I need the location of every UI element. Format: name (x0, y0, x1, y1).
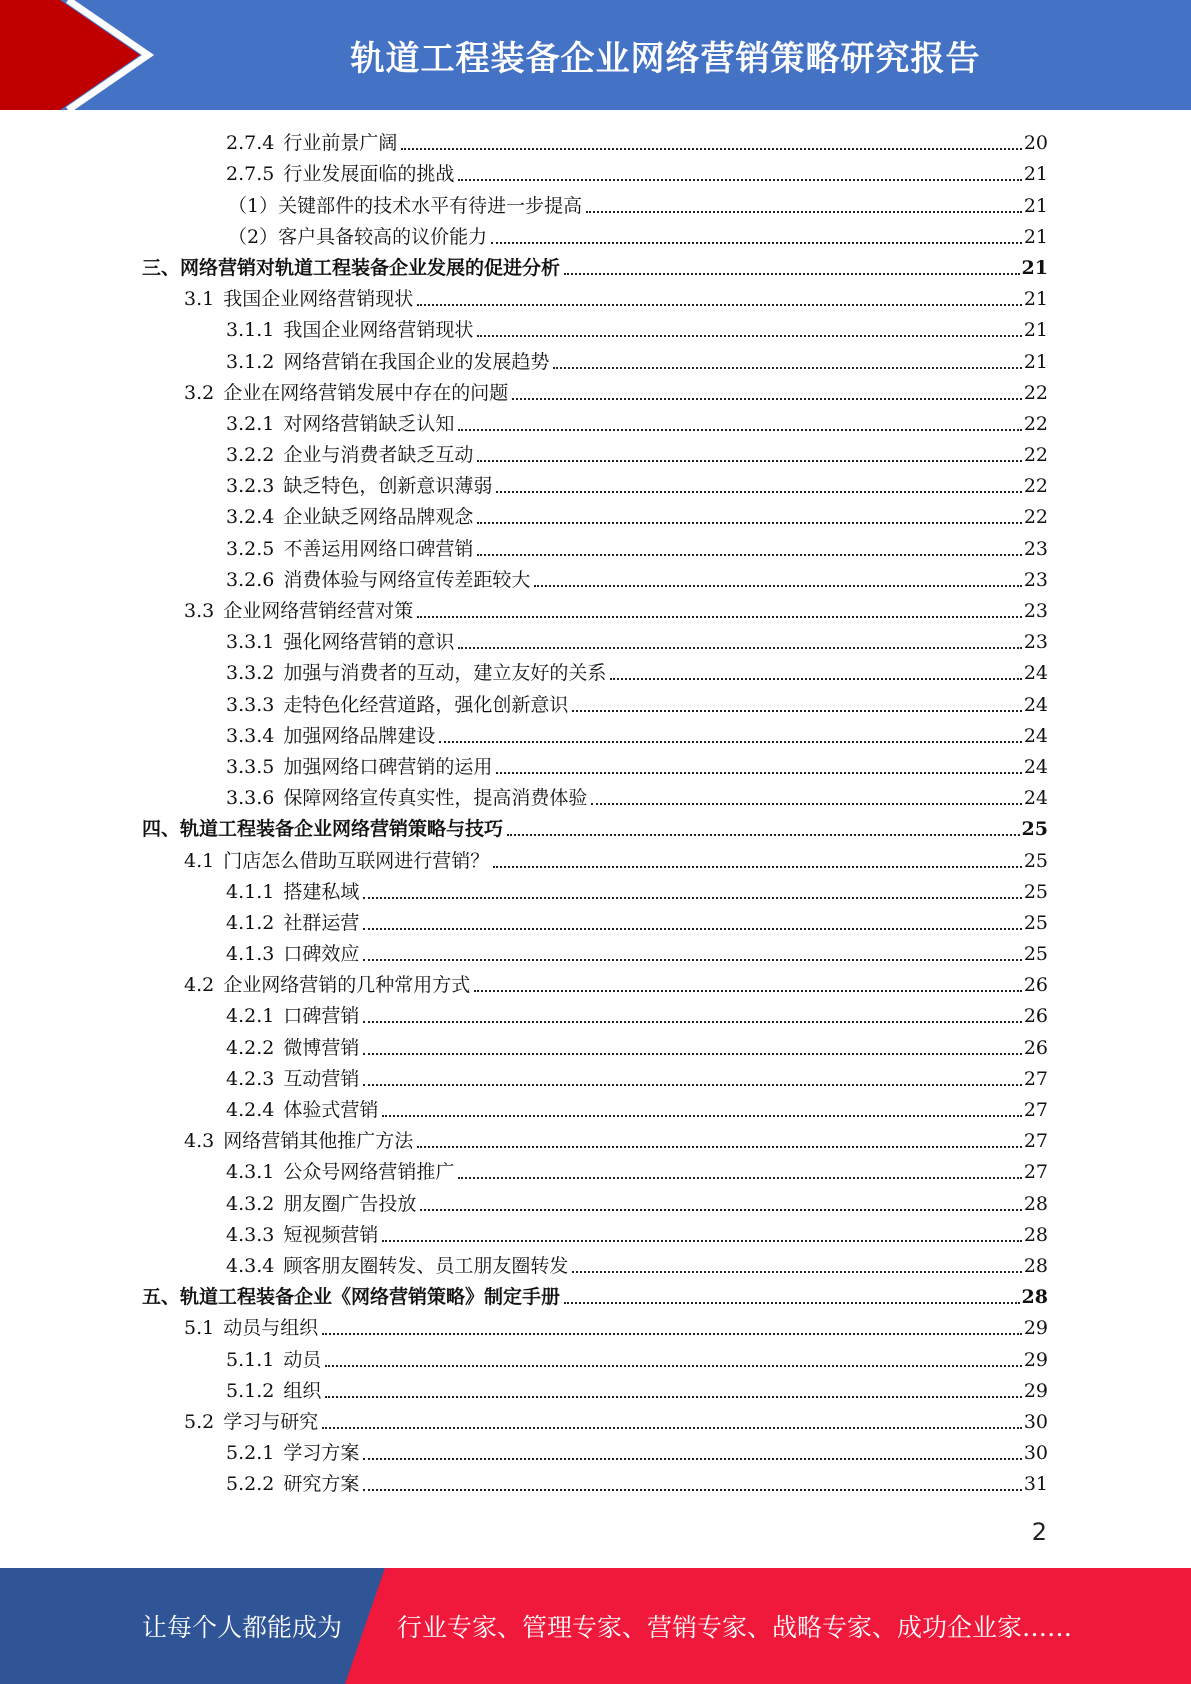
page-header (0, 0, 1191, 110)
toc-dot-leader (417, 616, 1022, 618)
toc-entry-title: 互动营销 (283, 1067, 360, 1090)
toc-dot-leader (477, 335, 1021, 337)
toc-entry[interactable] (142, 189, 1048, 220)
toc-dot-leader (477, 554, 1021, 556)
toc-entry[interactable] (142, 1000, 1048, 1031)
toc-entry-number: 3.3.6 (226, 787, 275, 810)
toc-entry-title: 企业与消费者缺乏互动 (283, 444, 474, 467)
toc-dot-leader (477, 460, 1021, 462)
toc-entry-title: 走特色化经营道路，强化创新意识 (283, 693, 569, 716)
toc-entry-number: 3.3.3 (226, 693, 275, 716)
toc-dot-leader (572, 1271, 1021, 1273)
toc-dot-leader (534, 585, 1021, 587)
toc-entry-page: 20 (1023, 132, 1048, 155)
toc-entry-title: 消费体验与网络宣传差距较大 (283, 568, 531, 591)
toc-entry[interactable] (142, 1406, 1048, 1437)
toc-entry[interactable] (142, 907, 1048, 938)
toc-entry-page: 25 (1023, 943, 1048, 966)
toc-entry-number: 4.1 (184, 849, 215, 872)
toc-entry[interactable] (142, 1031, 1048, 1062)
toc-entry-title: 公众号网络营销推广 (283, 1161, 455, 1184)
toc-entry[interactable] (142, 844, 1048, 875)
toc-entry-page: 22 (1023, 381, 1048, 404)
toc-entry-number: 3.3.2 (226, 662, 275, 685)
toc-entry-page: 26 (1023, 1005, 1048, 1028)
toc-entry[interactable] (142, 1094, 1048, 1125)
toc-dot-leader (496, 772, 1021, 774)
toc-entry[interactable] (142, 314, 1048, 345)
toc-entry[interactable] (142, 1312, 1048, 1343)
toc-entry-number: 4.2.1 (226, 1005, 275, 1028)
toc-entry-number: 3.3.1 (226, 631, 275, 654)
toc-entry[interactable] (142, 439, 1048, 470)
toc-dot-leader (382, 1240, 1021, 1242)
toc-dot-leader (363, 1053, 1021, 1055)
toc-entry-page: 30 (1023, 1442, 1048, 1465)
toc-entry-number: 3.3 (184, 600, 215, 622)
toc-dot-leader (610, 678, 1021, 680)
toc-entry-title: 搭建私域 (283, 880, 360, 903)
toc-entry-page: 23 (1023, 600, 1048, 622)
toc-entry[interactable] (142, 1375, 1048, 1406)
toc-entry-number: 4.3 (184, 1130, 215, 1153)
toc-entry-page: 22 (1023, 412, 1048, 435)
toc-entry-title: 企业网络营销经营对策 (223, 600, 414, 622)
toc-entry-title: 门店怎么借助互联网进行营销？ (223, 849, 490, 872)
toc-entry-title: 行业发展面临的挑战 (283, 163, 455, 186)
toc-entry-title: 缺乏特色，创新意识薄弱 (283, 475, 493, 498)
header-chevron-icon (0, 0, 160, 110)
toc-entry[interactable] (142, 782, 1048, 813)
toc-entry[interactable] (142, 938, 1048, 969)
toc-entry[interactable] (142, 1125, 1048, 1156)
toc-entry-page: 25 (1021, 818, 1048, 841)
toc-entry[interactable] (142, 470, 1048, 501)
toc-entry-page: 26 (1023, 1036, 1048, 1059)
toc-entry-page: 23 (1023, 568, 1048, 591)
toc-dot-leader (458, 179, 1021, 181)
toc-entry-page: 25 (1023, 849, 1048, 872)
toc-entry-title: 企业网络营销的几种常用方式 (223, 974, 471, 997)
toc-entry-title: 四、轨道工程装备企业网络营销策略与技巧 (142, 818, 504, 841)
toc-dot-leader (363, 897, 1021, 899)
toc-dot-leader (363, 1458, 1021, 1460)
toc-entry-title: 顾客朋友圈转发、员工朋友圈转发 (283, 1254, 569, 1277)
toc-entry-title: 保障网络宣传真实性，提高消费体验 (283, 787, 588, 810)
toc-entry-number: 4.2.4 (226, 1099, 275, 1121)
toc-dot-leader (382, 1115, 1021, 1117)
toc-entry-number: 5.2.2 (226, 1473, 275, 1496)
toc-dot-leader (572, 710, 1021, 712)
toc-entry-page: 29 (1023, 1379, 1048, 1402)
toc-entry-title: 组织 (283, 1379, 322, 1402)
toc-entry-number: 3.2.6 (226, 568, 275, 591)
toc-entry-number: 3.1.2 (226, 350, 275, 373)
toc-entry-number: 3.3.5 (226, 755, 275, 778)
toc-entry-page: 23 (1023, 537, 1048, 560)
toc-entry-page: 24 (1023, 662, 1048, 685)
toc-entry-page: 27 (1023, 1130, 1048, 1153)
toc-dot-leader (586, 211, 1022, 213)
toc-entry-number: 3.2.3 (226, 475, 275, 498)
toc-entry[interactable] (142, 1343, 1048, 1374)
toc-entry-title: 企业在网络营销发展中存在的问题 (223, 381, 509, 404)
toc-entry-number: 3.2.5 (226, 537, 275, 560)
toc-dot-leader (322, 1427, 1022, 1429)
toc-entry[interactable] (142, 127, 1048, 158)
toc-entry-title: 社群运营 (283, 911, 360, 934)
toc-entry-title: 对网络营销缺乏认知 (283, 412, 455, 435)
toc-entry-number: 4.2.2 (226, 1036, 275, 1059)
toc-entry[interactable] (142, 564, 1048, 595)
toc-dot-leader (363, 1084, 1021, 1086)
toc-entry-page: 21 (1023, 319, 1048, 342)
toc-entry-title: 我国企业网络营销现状 (283, 319, 474, 342)
toc-entry-number: 5.2.1 (226, 1442, 275, 1465)
toc-entry[interactable] (142, 1063, 1048, 1094)
toc-entry-number: 5.1 (184, 1317, 215, 1340)
toc-entry-page: 25 (1023, 911, 1048, 934)
toc-entry-page: 25 (1023, 880, 1048, 903)
toc-entry-page: 21 (1023, 350, 1048, 373)
toc-entry[interactable] (142, 1187, 1048, 1218)
toc-entry-title: 短视频营销 (283, 1223, 379, 1246)
toc-entry-page: 29 (1023, 1317, 1048, 1340)
toc-entry[interactable] (142, 1156, 1048, 1187)
toc-entry-title: 微博营销 (283, 1036, 360, 1059)
toc-entry-page: 22 (1023, 506, 1048, 529)
toc-entry-title: 五、轨道工程装备企业《网络营销策略》制定手册 (142, 1286, 561, 1309)
toc-entry[interactable] (142, 252, 1048, 283)
toc-dot-leader (496, 491, 1021, 493)
toc-entry-title: （2）客户具备较高的议价能力 (228, 225, 488, 248)
toc-entry-title: 加强网络口碑营销的运用 (283, 755, 493, 778)
toc-entry-page: 30 (1023, 1410, 1048, 1433)
toc-entry[interactable] (142, 345, 1048, 376)
toc-entry-title: 三、网络营销对轨道工程装备企业发展的促进分析 (142, 256, 561, 279)
toc-entry-page: 27 (1023, 1161, 1048, 1184)
toc-entry-number: 2.7.4 (226, 132, 275, 155)
toc-entry-number: 3.1 (184, 288, 215, 311)
toc-dot-leader (553, 367, 1021, 369)
toc-entry-page: 28 (1023, 1254, 1048, 1277)
toc-entry[interactable] (142, 221, 1048, 252)
toc-entry-page: 24 (1023, 693, 1048, 716)
toc-dot-leader (439, 741, 1021, 743)
toc-entry-number: 5.1.2 (226, 1379, 275, 1402)
toc-entry-title: 加强与消费者的互动，建立友好的关系 (283, 662, 607, 685)
toc-entry-page: 29 (1023, 1348, 1048, 1371)
toc-entry-title: 网络营销在我国企业的发展趋势 (283, 350, 550, 373)
toc-dot-leader (491, 242, 1022, 244)
toc-entry-number: 3.2.1 (226, 412, 275, 435)
toc-entry-page: 21 (1023, 194, 1048, 217)
toc-entry-title: 强化网络营销的意识 (283, 631, 455, 654)
toc-entry-title: 不善运用网络口碑营销 (283, 537, 474, 560)
toc-entry-page: 31 (1023, 1473, 1048, 1496)
toc-entry[interactable] (142, 1250, 1048, 1281)
toc-dot-leader (507, 834, 1020, 836)
toc-entry-title: 研究方案 (283, 1473, 360, 1496)
toc-entry-page: 24 (1023, 755, 1048, 778)
toc-entry-number: 3.2.4 (226, 506, 275, 529)
toc-dot-leader (363, 959, 1021, 961)
toc-entry[interactable] (142, 626, 1048, 657)
page-number: 2 (1031, 1518, 1047, 1546)
toc-entry-number: 3.2 (184, 381, 215, 404)
toc-dot-leader (325, 1396, 1021, 1398)
toc-entry[interactable] (142, 1468, 1048, 1499)
toc-entry[interactable] (142, 876, 1048, 907)
toc-dot-leader (417, 1146, 1022, 1148)
toc-entry-number: 4.1.2 (226, 911, 275, 934)
toc-entry-page: 22 (1023, 444, 1048, 467)
toc-entry-number: 3.1.1 (226, 319, 275, 342)
toc-dot-leader (363, 1489, 1021, 1491)
toc-dot-leader (322, 1333, 1022, 1335)
toc-entry-page: 21 (1023, 225, 1048, 248)
toc-entry-number: 4.1.3 (226, 943, 275, 966)
toc-dot-leader (401, 148, 1021, 150)
toc-entry[interactable] (142, 283, 1048, 314)
toc-entry-page: 24 (1023, 787, 1048, 810)
toc-dot-leader (325, 1365, 1021, 1367)
toc-entry-page: 23 (1023, 631, 1048, 654)
toc-entry-title: 加强网络品牌建设 (283, 724, 436, 747)
toc-entry[interactable] (142, 657, 1048, 688)
toc-entry-number: 4.1.1 (226, 880, 275, 903)
toc-entry[interactable] (142, 595, 1048, 626)
toc-entry-page: 27 (1023, 1099, 1048, 1121)
toc-entry[interactable] (142, 158, 1048, 189)
toc-entry-title: 学习与研究 (223, 1410, 319, 1433)
footer-slogan-right: 行业专家、管理专家、营销专家、战略专家、成功企业家…… (397, 1613, 1073, 1642)
toc-dot-leader (458, 1177, 1021, 1179)
toc-entry-page: 26 (1023, 974, 1048, 997)
toc-entry[interactable] (142, 1437, 1048, 1468)
toc-entry-title: 网络营销其他推广方法 (223, 1130, 414, 1153)
toc-entry-number: 4.3.4 (226, 1254, 275, 1277)
toc-entry-number: 4.3.3 (226, 1223, 275, 1246)
toc-entry-title: 体验式营销 (283, 1099, 379, 1121)
toc-entry-title: 我国企业网络营销现状 (223, 288, 414, 311)
toc-entry-title: （1）关键部件的技术水平有待进一步提高 (228, 194, 583, 217)
toc-entry-title: 口碑效应 (283, 943, 360, 966)
toc-entry-number: 4.2 (184, 974, 215, 997)
toc-entry-title: 朋友圈广告投放 (283, 1192, 417, 1215)
toc-dot-leader (512, 398, 1022, 400)
toc-entry[interactable] (142, 532, 1048, 563)
toc-dot-leader (420, 1209, 1021, 1211)
toc-entry-page: 21 (1021, 256, 1048, 279)
toc-dot-leader (474, 990, 1022, 992)
toc-dot-leader (417, 304, 1022, 306)
toc-entry-page: 21 (1023, 288, 1048, 311)
toc-dot-leader (458, 429, 1021, 431)
toc-entry[interactable] (142, 501, 1048, 532)
toc-entry-number: 5.2 (184, 1410, 215, 1433)
toc-entry-page: 27 (1023, 1067, 1048, 1090)
toc-dot-leader (493, 866, 1022, 868)
toc-dot-leader (564, 1302, 1020, 1304)
toc-entry-number: 4.3.2 (226, 1192, 275, 1215)
document-title: 轨道工程装备企业网络营销策略研究报告 (350, 38, 981, 79)
toc-entry-title: 行业前景广阔 (283, 132, 398, 155)
toc-entry-title: 动员 (283, 1348, 322, 1371)
toc-entry-number: 4.3.1 (226, 1161, 275, 1184)
toc-entry-page: 28 (1023, 1192, 1048, 1215)
toc-dot-leader (458, 647, 1021, 649)
toc-entry-page: 28 (1023, 1223, 1048, 1246)
toc-entry-page: 22 (1023, 475, 1048, 498)
toc-entry[interactable] (142, 408, 1048, 439)
toc-entry-page: 24 (1023, 724, 1048, 747)
toc-entry-number: 3.3.4 (226, 724, 275, 747)
page-footer (0, 1568, 1191, 1684)
toc-entry[interactable] (142, 751, 1048, 782)
toc-entry-number: 5.1.1 (226, 1348, 275, 1371)
toc-entry-number: 2.7.5 (226, 163, 275, 186)
toc-entry-page: 21 (1023, 163, 1048, 186)
toc-entry-number: 3.2.2 (226, 444, 275, 467)
toc-entry-title: 学习方案 (283, 1442, 360, 1465)
toc-entry-title: 口碑营销 (283, 1005, 360, 1028)
toc-entry[interactable] (142, 720, 1048, 751)
toc-entry[interactable] (142, 969, 1048, 1000)
toc-entry-title: 企业缺乏网络品牌观念 (283, 506, 474, 529)
toc-entry-title: 动员与组织 (223, 1317, 319, 1340)
toc-dot-leader (363, 1021, 1021, 1023)
toc-entry[interactable] (142, 1281, 1048, 1312)
toc-entry[interactable] (142, 688, 1048, 719)
table-of-contents (142, 127, 1048, 1499)
toc-entry-page: 28 (1021, 1286, 1048, 1309)
toc-dot-leader (363, 928, 1021, 930)
toc-entry[interactable] (142, 1219, 1048, 1250)
toc-entry-number: 4.2.3 (226, 1067, 275, 1090)
toc-dot-leader (591, 803, 1021, 805)
toc-dot-leader (477, 522, 1021, 524)
footer-slogan-left: 让每个人都能成为 (142, 1613, 343, 1642)
toc-entry[interactable] (142, 813, 1048, 844)
toc-dot-leader (564, 273, 1020, 275)
toc-entry[interactable] (142, 377, 1048, 408)
